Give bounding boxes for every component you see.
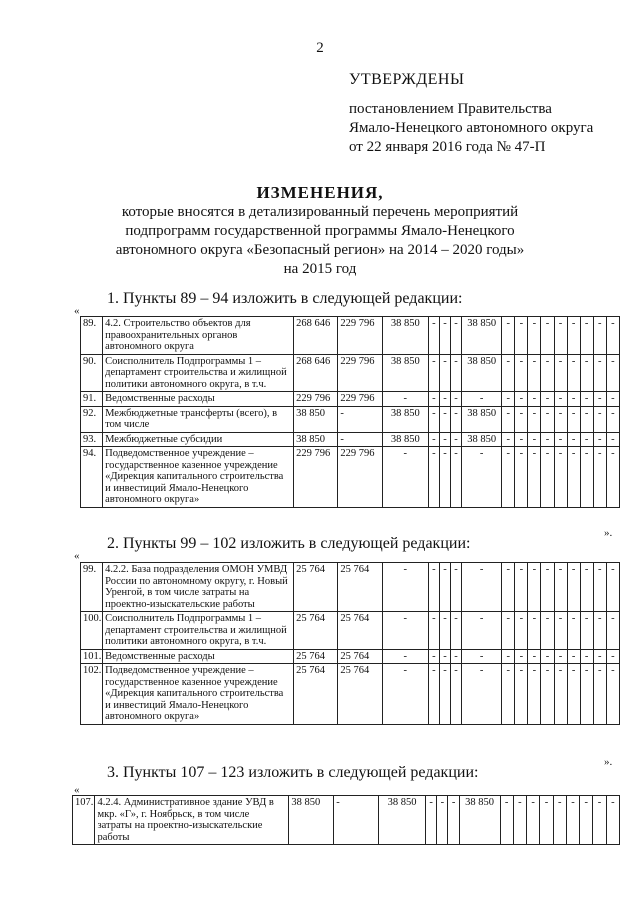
row-name: 4.2.4. Административное здание УВД в мкр. «Г», г. Ноябрьск, в том числе затраты на проектно-изыскательские работы [95,796,289,845]
value-cell: - [606,563,619,612]
value-cell: - [450,392,461,407]
value-cell: - [502,354,515,392]
value-cell: 38 850 [382,354,428,392]
value-cell: - [338,432,382,447]
table-row [81,392,620,407]
value-cell: - [502,612,515,650]
document-subtitle-line: автономного округа «Безопасный регион» на 2014 – 2020 годы» [115,242,525,258]
value-cell: - [513,796,526,845]
value-cell: - [554,447,567,508]
value-cell: - [541,664,554,725]
value-cell: - [439,392,450,407]
value-cell: - [580,563,593,612]
document-subtitle-line: которые вносятся в детализированный перечень мероприятий [121,204,519,220]
value-cell: - [554,406,567,432]
value-cell: - [515,664,528,725]
value-cell: - [462,392,502,407]
value-cell: - [580,354,593,392]
value-cell: - [593,406,606,432]
value-cell: - [528,392,541,407]
value-cell: - [382,563,428,612]
value-cell: - [567,447,580,508]
value-cell: - [428,432,439,447]
value-cell: - [580,317,593,355]
value-cell: - [382,447,428,508]
row-number: 92. [81,406,103,432]
value-cell: 38 850 [294,432,338,447]
value-cell: - [606,406,619,432]
value-cell: - [554,317,567,355]
value-cell: - [541,317,554,355]
value-cell: - [541,649,554,664]
document-title: ИЗМЕНЕНИЯ, [256,183,384,202]
value-cell: 38 850 [462,354,502,392]
value-cell: - [334,796,379,845]
value-cell: - [515,392,528,407]
row-name: Подведомственное учреждение – государственное казенное учреждение «Дирекция капитального строительства и инвестиций Ямало-Ненецкого автономного округа» [103,664,294,725]
value-cell: - [500,796,513,845]
document-subtitle-line: подпрограмм государственной программы Ямало-Ненецкого [125,223,515,239]
value-cell: - [541,354,554,392]
row-number: 94. [81,447,103,508]
value-cell: 25 764 [338,664,382,725]
value-cell: - [606,649,619,664]
value-cell: - [528,406,541,432]
value-cell: - [528,447,541,508]
row-name: Межбюджетные трансферты (всего), в том числе [103,406,294,432]
value-cell: - [462,563,502,612]
value-cell: 25 764 [294,612,338,650]
row-number: 93. [81,432,103,447]
value-cell: - [528,563,541,612]
value-cell: - [437,796,448,845]
value-cell: - [439,612,450,650]
table-row [81,563,620,612]
value-cell: - [450,432,461,447]
value-cell: 38 850 [382,406,428,432]
value-cell: 229 796 [294,392,338,407]
value-cell: - [428,317,439,355]
value-cell: 38 850 [289,796,334,845]
row-name: Ведомственные расходы [103,392,294,407]
value-cell: - [428,664,439,725]
value-cell: - [439,354,450,392]
value-cell: - [541,432,554,447]
value-cell: - [593,432,606,447]
value-cell: - [593,664,606,725]
value-cell: - [502,392,515,407]
value-cell: - [439,649,450,664]
value-cell: - [515,563,528,612]
value-cell: 25 764 [338,649,382,664]
value-cell: - [450,354,461,392]
value-cell: 229 796 [338,392,382,407]
value-cell: - [428,649,439,664]
open-quote: « [74,550,80,562]
value-cell: - [580,392,593,407]
value-cell: - [580,612,593,650]
value-cell: - [554,612,567,650]
value-cell: - [502,664,515,725]
value-cell: 38 850 [462,432,502,447]
row-name: Межбюджетные субсидии [103,432,294,447]
approval-title: УТВЕРЖДЕНЫ [349,71,465,88]
value-cell: - [439,406,450,432]
row-number: 91. [81,392,103,407]
value-cell: - [606,317,619,355]
value-cell: - [515,432,528,447]
value-cell: - [382,612,428,650]
value-cell: - [593,796,606,845]
value-cell: 38 850 [382,317,428,355]
value-cell: - [540,796,553,845]
value-cell: - [502,649,515,664]
value-cell: - [606,796,619,845]
value-cell: - [566,796,579,845]
value-cell: - [528,317,541,355]
value-cell: 25 764 [294,563,338,612]
value-cell: - [593,392,606,407]
value-cell: - [515,649,528,664]
value-cell: - [515,406,528,432]
open-quote: « [74,784,80,796]
value-cell: - [515,447,528,508]
value-cell: 268 646 [294,354,338,392]
value-cell: 38 850 [294,406,338,432]
value-cell: - [567,612,580,650]
value-cell: - [439,317,450,355]
value-cell: - [462,612,502,650]
value-cell: - [567,392,580,407]
section-title: 2. Пункты 99 – 102 изложить в следующей редакции: [107,535,471,552]
value-cell: - [450,317,461,355]
value-cell: - [450,406,461,432]
value-cell: - [515,612,528,650]
value-cell: - [428,406,439,432]
value-cell: 229 796 [338,354,382,392]
value-cell: 25 764 [294,664,338,725]
value-cell: 25 764 [294,649,338,664]
value-cell: - [606,664,619,725]
value-cell: - [580,664,593,725]
row-name: Соисполнитель Подпрограммы 1 – департамент строительства и жилищной политики автономного округа, в т.ч. [103,354,294,392]
value-cell: - [580,432,593,447]
value-cell: - [428,354,439,392]
document-subtitle-line: на 2015 год [283,261,357,277]
row-name: Подведомственное учреждение – государственное казенное учреждение «Дирекция капитального строительства и инвестиций Ямало-Ненецкого автономного округа» [103,447,294,508]
value-cell: - [606,612,619,650]
value-cell: - [580,649,593,664]
value-cell: - [502,447,515,508]
row-name: Соисполнитель Подпрограммы 1 – департамент строительства и жилищной политики автономного округа, в т.ч. [103,612,294,650]
measures-table [80,562,620,725]
open-quote: « [74,305,80,317]
value-cell: - [528,612,541,650]
row-name: 4.2. Строительство объектов для правоохранительных органов автономного округа [103,317,294,355]
value-cell: - [567,432,580,447]
value-cell: - [515,317,528,355]
row-number: 89. [81,317,103,355]
value-cell: - [462,447,502,508]
value-cell: - [439,447,450,508]
value-cell: - [439,563,450,612]
value-cell: - [593,317,606,355]
value-cell: - [382,649,428,664]
value-cell: - [606,447,619,508]
value-cell: - [593,612,606,650]
value-cell: - [527,796,540,845]
value-cell: - [554,354,567,392]
value-cell: 38 850 [462,317,502,355]
value-cell: - [567,563,580,612]
value-cell: - [580,796,593,845]
row-number: 107. [73,796,95,845]
value-cell: 229 796 [294,447,338,508]
value-cell: - [554,664,567,725]
close-quote: ». [604,527,613,539]
value-cell: - [528,649,541,664]
table-row [81,612,620,650]
value-cell: - [439,664,450,725]
value-cell: - [541,447,554,508]
value-cell: - [528,354,541,392]
approval-line: от 22 января 2016 года № 47-П [349,139,546,155]
value-cell: - [439,432,450,447]
value-cell: - [502,432,515,447]
value-cell: - [541,392,554,407]
value-cell: - [428,612,439,650]
value-cell: - [541,563,554,612]
value-cell: - [450,612,461,650]
value-cell: - [593,649,606,664]
value-cell: - [462,649,502,664]
value-cell: - [580,447,593,508]
value-cell: - [428,563,439,612]
value-cell: - [554,392,567,407]
close-quote: ». [604,756,613,768]
value-cell: - [567,354,580,392]
row-number: 102. [81,664,103,725]
value-cell: - [338,406,382,432]
value-cell: - [606,354,619,392]
value-cell: - [450,447,461,508]
row-name: Ведомственные расходы [103,649,294,664]
table-row [81,406,620,432]
row-number: 99. [81,563,103,612]
row-number: 90. [81,354,103,392]
value-cell: - [502,317,515,355]
table-row [81,664,620,725]
value-cell: - [554,649,567,664]
section-title: 1. Пункты 89 – 94 изложить в следующей редакции: [107,290,463,307]
value-cell: - [567,649,580,664]
value-cell: 38 850 [459,796,500,845]
table-row [81,317,620,355]
value-cell: 229 796 [338,317,382,355]
value-cell: - [593,563,606,612]
value-cell: - [502,406,515,432]
value-cell: - [554,432,567,447]
approval-line: Ямало-Ненецкого автономного округа [349,120,594,136]
value-cell: - [541,406,554,432]
value-cell: 38 850 [379,796,426,845]
value-cell: - [554,563,567,612]
value-cell: - [567,317,580,355]
table-row [81,432,620,447]
approval-line: постановлением Правительства [349,101,552,117]
table-row [81,447,620,508]
value-cell: - [606,392,619,407]
value-cell: 25 764 [338,612,382,650]
page-number: 2 [316,40,324,56]
value-cell: - [502,563,515,612]
value-cell: - [553,796,566,845]
table-row [73,796,620,845]
value-cell: 229 796 [338,447,382,508]
row-name: 4.2.2. База подразделения ОМОН УМВД России по автономному округу, г. Новый Уренгой, в том числе затраты на проектно-изыскательские работы [103,563,294,612]
row-number: 101. [81,649,103,664]
value-cell: - [567,664,580,725]
value-cell: - [541,612,554,650]
value-cell: - [567,406,580,432]
value-cell: - [528,664,541,725]
value-cell: - [450,664,461,725]
value-cell: - [428,447,439,508]
row-number: 100. [81,612,103,650]
value-cell: - [450,563,461,612]
value-cell: - [593,354,606,392]
value-cell: - [515,354,528,392]
value-cell: - [580,406,593,432]
value-cell: - [382,664,428,725]
value-cell: - [450,649,461,664]
value-cell: - [528,432,541,447]
table-row [81,649,620,664]
table-row [81,354,620,392]
value-cell: 25 764 [338,563,382,612]
value-cell: - [462,664,502,725]
value-cell: - [428,392,439,407]
value-cell: - [593,447,606,508]
value-cell: - [606,432,619,447]
measures-table [80,316,620,508]
value-cell: - [426,796,437,845]
value-cell: - [448,796,459,845]
measures-table [72,795,620,845]
value-cell: 268 646 [294,317,338,355]
value-cell: 38 850 [462,406,502,432]
section-title: 3. Пункты 107 – 123 изложить в следующей редакции: [107,764,479,781]
value-cell: 38 850 [382,432,428,447]
value-cell: - [382,392,428,407]
